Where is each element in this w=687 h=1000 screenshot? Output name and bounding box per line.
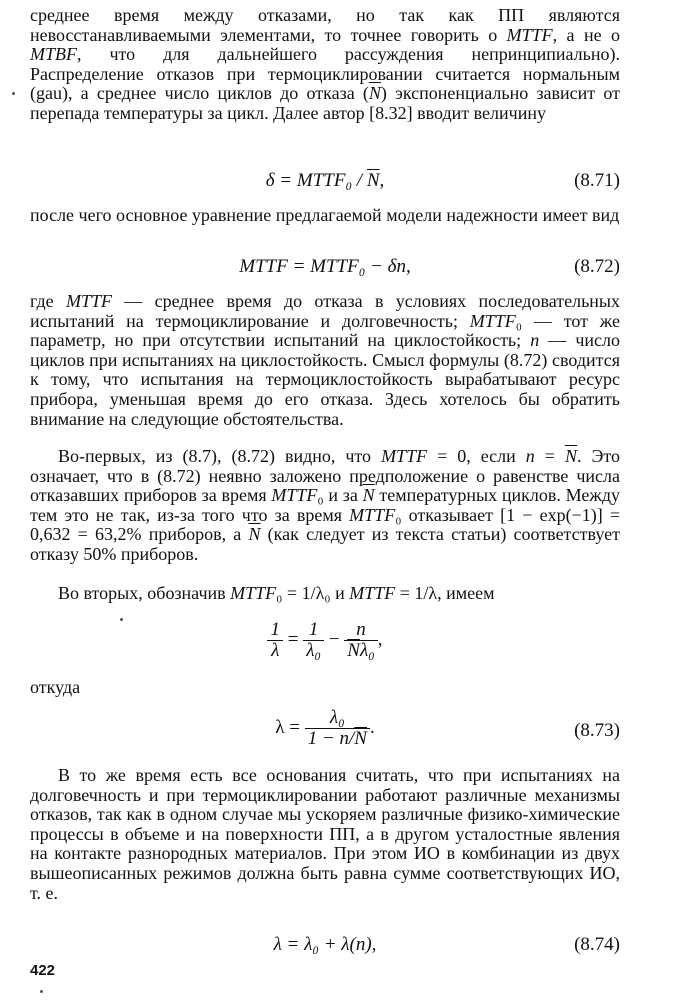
paragraph-6: откуда	[30, 677, 81, 697]
equation-number: (8.74)	[574, 934, 620, 955]
equation-8-71	[30, 170, 620, 200]
equation-number: (8.72)	[574, 256, 620, 277]
scan-speck	[12, 92, 15, 95]
equation-number: (8.73)	[574, 720, 620, 741]
paragraph-5: Во вторых, обозначив MTTF₀ = 1/λ₀ и MTTF = 1/λ, имеем	[58, 583, 495, 603]
paragraph-3: где MTTF — среднее время до отказа в условиях последовательных испытаний на термоциклирование и долговечность; MTTF₀ — тот же параметр, но при отсутствии испытаний на циклостойкость; n — число циклов при испытаниях на циклостойкость. Смысл формулы (8.72) сводится к тому, что испытания на термоциклостойкость вырабатывают ресурс прибора, уменьшая время до его отказа. Здесь хотелось бы обратить внимание на следующие обстоятельства.	[30, 291, 621, 429]
paragraph-1: среднее время между отказами, но так как ПП являются невосстанавливаемыми элементами, то точнее говорить о MTTF, а не о MTBF, что для дальнейшего рассуждения непринципиально). Распределение отказов при термоциклировании считается нормальным (gau), а среднее число циклов до отказа $(\overline{N})$ экспоненциально зависит от перепада температуры за цикл. Далее автор [8.32] вводит величину	[30, 5, 620, 123]
equation-8-72	[30, 256, 620, 286]
equation-expression: λ = λ₀ + λ(n),	[273, 934, 377, 955]
scan-speck	[40, 990, 43, 993]
equation-expression: $\frac{1}{\lambda}$ = $\frac{1}{\text{λ₀}}$ − $\frac{n}{\overline{N}\lambda_0}$ ,	[30, 620, 620, 661]
paragraph-2: после чего основное уравнение предлагаемой модели надежности имеет вид	[30, 205, 620, 225]
equation-8-73	[30, 708, 620, 758]
equation-number: (8.71)	[574, 170, 620, 191]
equation-expression: λ = $\frac{\text{λ₀}}{1 - n/\overline{N}}$ .	[275, 707, 375, 749]
page-number: 422	[30, 962, 56, 979]
equation-unnumbered	[30, 620, 620, 670]
paragraph-4: Во-первых, из (8.7), (8.72) видно, что MTTF = 0, если $n = \overline{N}$. Это означает, что в (8.72) неявно заложено предположение о равенстве числа отказавших приборов за время MTTF₀ и за $\overline{N}$ температурных циклов. Между тем это не так, из-за того что за время MTTF₀ отказывает [1 − exp(−1)] = 0,632 = 63,2% приборов, а $\overline{N}$ (как следует из текста статьи) соответствует отказу 50% приборов.	[30, 446, 621, 564]
equation-expression: MTTF = MTTF₀ − δn,	[239, 256, 411, 277]
equation-8-74	[30, 934, 620, 964]
paragraph-7: В то же время есть все основания считать, что при испытаниях на долговечность и при термоциклировании работают различные механизмы отказов, так как в одном случае мы ускоряем различные физико-химические процессы в объеме и на поверхности ПП, а в другом усталостные явления на контакте разнородных материалов. При этом ИО в комбинации из двух вышеописанных режимов должна быть равна сумме соответствующих ИО, т. е.	[30, 765, 620, 903]
equation-expression: δ = MTTF₀ / $\overline{N}$,	[265, 170, 385, 191]
scan-speck	[120, 618, 123, 621]
